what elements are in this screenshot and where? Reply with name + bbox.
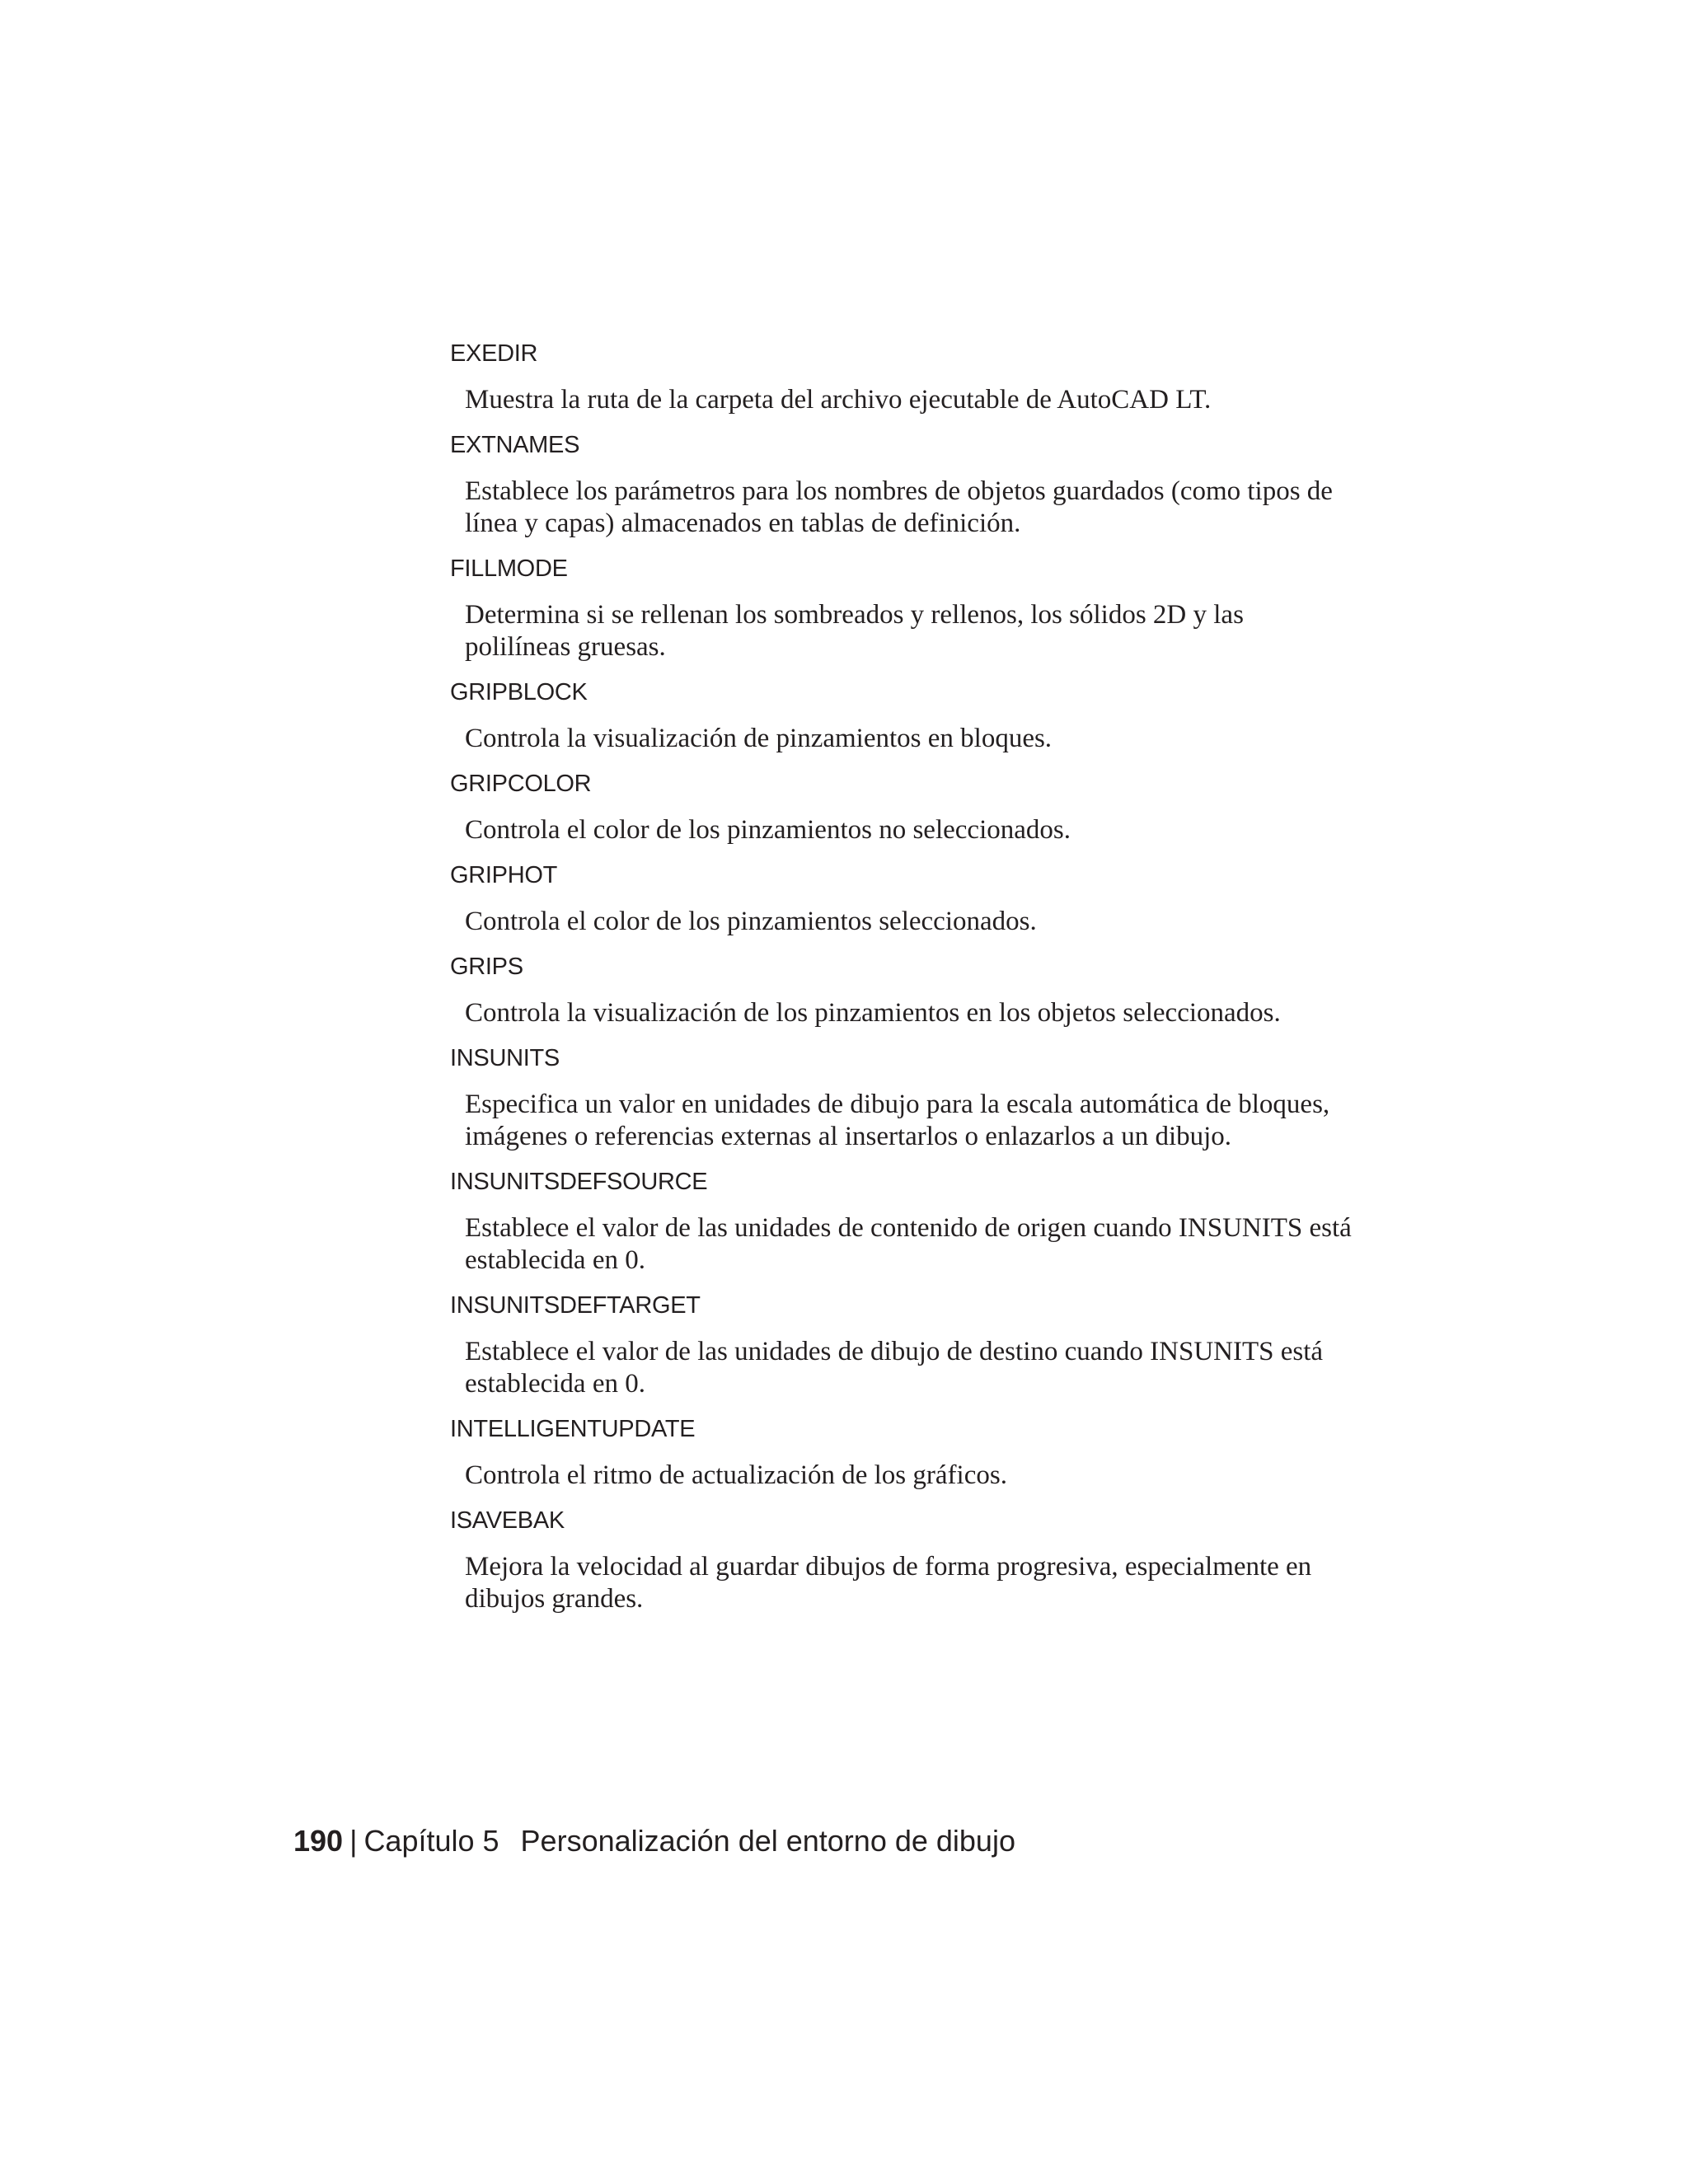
list-item	[450, 1413, 1357, 1492]
list-item	[450, 1505, 1357, 1615]
variable-description: Determina si se rellenan los sombreados y rellenos, los sólidos 2D y las polilíneas gruesas.	[465, 600, 1244, 662]
variable-description: Controla el color de los pinzamientos seleccionados.	[465, 907, 1037, 936]
variable-name: GRIPCOLOR	[450, 771, 592, 797]
variable-description: Controla el color de los pinzamientos no seleccionados.	[465, 815, 1071, 845]
variable-name: GRIPS	[450, 954, 523, 980]
footer-separator: |	[349, 1824, 358, 1858]
list-item	[450, 677, 1357, 755]
variable-description: Establece el valor de las unidades de contenido de origen cuando INSUNITS está establecida en 0.	[465, 1213, 1352, 1275]
variable-name: EXTNAMES	[450, 432, 580, 458]
page-number: 190	[293, 1824, 344, 1858]
variable-name: INTELLIGENTUPDATE	[450, 1416, 696, 1442]
chapter-title: Personalización del entorno de dibujo	[520, 1824, 1015, 1858]
list-item	[450, 768, 1357, 846]
variable-name: INSUNITSDEFSOURCE	[450, 1169, 708, 1195]
list-item	[450, 1166, 1357, 1277]
variable-description: Mejora la velocidad al guardar dibujos de forma progresiva, especialmente en dibujos grandes.	[465, 1552, 1312, 1614]
variable-name: GRIPBLOCK	[450, 679, 588, 705]
list-item	[450, 860, 1357, 938]
variable-description: Controla el ritmo de actualización de los gráficos.	[465, 1460, 1007, 1490]
variable-name: GRIPHOT	[450, 862, 558, 888]
variable-name: FILLMODE	[450, 555, 568, 582]
list-item	[450, 1043, 1357, 1153]
list-item	[450, 429, 1357, 540]
variable-description: Controla la visualización de pinzamientos en bloques.	[465, 724, 1053, 753]
variable-description: Controla la visualización de los pinzamientos en los objetos seleccionados.	[465, 998, 1281, 1028]
chapter-label: Capítulo 5	[363, 1824, 499, 1858]
variable-name: ISAVEBAK	[450, 1507, 565, 1534]
variable-description: Especifica un valor en unidades de dibujo para la escala automática de bloques, imágenes o referencias externas al insertarlos o enlazarlos a un dibujo.	[465, 1090, 1330, 1151]
variable-description: Muestra la ruta de la carpeta del archivo ejecutable de AutoCAD LT.	[465, 385, 1212, 415]
variable-name: INSUNITSDEFTARGET	[450, 1292, 701, 1319]
list-item	[450, 951, 1357, 1029]
variable-description: Establece los parámetros para los nombres de objetos guardados (como tipos de línea y capas) almacenados en tablas de definición.	[465, 476, 1333, 538]
page-footer	[293, 1821, 1015, 1861]
variable-list	[450, 338, 1357, 1629]
variable-description: Establece el valor de las unidades de dibujo de destino cuando INSUNITS está establecida en 0.	[465, 1337, 1324, 1399]
list-item	[450, 1290, 1357, 1400]
variable-name: EXEDIR	[450, 340, 538, 367]
list-item	[450, 553, 1357, 663]
list-item	[450, 338, 1357, 416]
variable-name: INSUNITS	[450, 1045, 560, 1071]
